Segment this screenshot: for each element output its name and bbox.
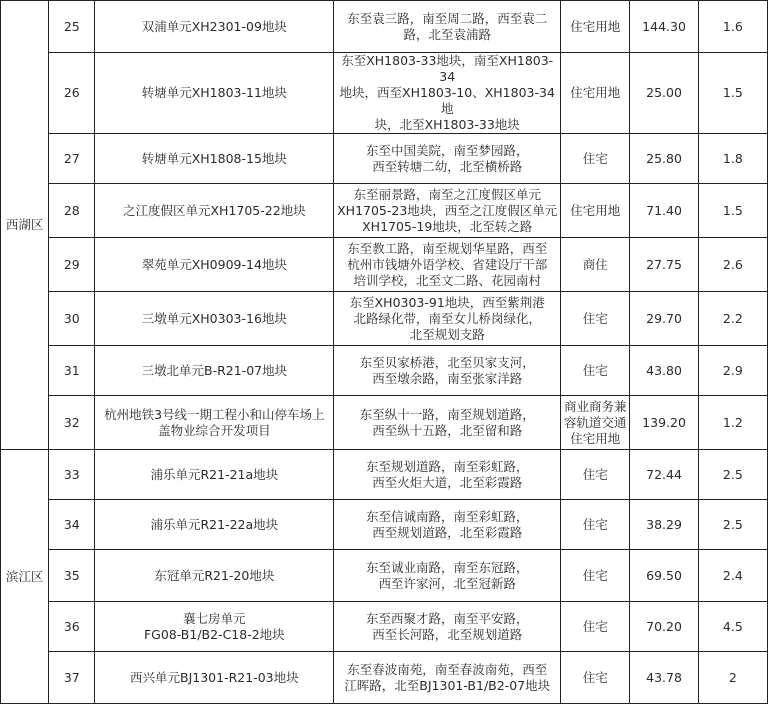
parcel-bounds: 东至贝家桥港，北至贝家支河， 西至墩余路，南至张家洋路 bbox=[334, 346, 561, 396]
far-value: 1.5 bbox=[698, 53, 767, 134]
land-use: 住宅 bbox=[561, 602, 630, 652]
row-number: 28 bbox=[49, 184, 95, 238]
land-use: 住宅 bbox=[561, 134, 630, 184]
land-use: 住宅 bbox=[561, 652, 630, 704]
parcel-bounds: 东至信诚南路，南至彩虹路， 西至规划道路，北至彩霞路 bbox=[334, 500, 561, 550]
far-value: 2.5 bbox=[698, 500, 767, 550]
area-value: 72.44 bbox=[630, 450, 698, 500]
table-row bbox=[1, 652, 768, 704]
parcel-bounds: 东至春波南苑，南至春波南苑，西至 江晖路，北至BJ1301-B1/B2-07地块 bbox=[334, 652, 561, 704]
area-value: 25.00 bbox=[630, 53, 698, 134]
row-number: 26 bbox=[49, 53, 95, 134]
parcel-name: 东冠单元R21-20地块 bbox=[95, 550, 334, 602]
table-row bbox=[1, 1, 768, 53]
table-row bbox=[1, 450, 768, 500]
table-row bbox=[1, 134, 768, 184]
row-number: 36 bbox=[49, 602, 95, 652]
parcel-name: 之江度假区单元XH1705-22地块 bbox=[95, 184, 334, 238]
row-number: 31 bbox=[49, 346, 95, 396]
far-value: 4.5 bbox=[698, 602, 767, 652]
row-number: 29 bbox=[49, 238, 95, 292]
parcel-bounds: 东至规划道路，南至彩虹路， 西至火炬大道，北至彩霞路 bbox=[334, 450, 561, 500]
parcel-bounds: 东至袁三路，南至周二路，西至袁二 路，北至袁浦路 bbox=[334, 1, 561, 53]
parcel-name: 浦乐单元R21-21a地块 bbox=[95, 450, 334, 500]
table-row bbox=[1, 396, 768, 450]
far-value: 1.5 bbox=[698, 184, 767, 238]
land-use: 商住 bbox=[561, 238, 630, 292]
land-use: 住宅用地 bbox=[561, 1, 630, 53]
table-row bbox=[1, 292, 768, 346]
far-value: 1.2 bbox=[698, 396, 767, 450]
land-use: 商业商务兼 容轨道交通 住宅用地 bbox=[561, 396, 630, 450]
parcel-bounds: 东至西聚才路，南至平安路， 西至长河路，北至规划道路 bbox=[334, 602, 561, 652]
area-value: 29.70 bbox=[630, 292, 698, 346]
area-value: 71.40 bbox=[630, 184, 698, 238]
parcel-name: 三墩单元XH0303-16地块 bbox=[95, 292, 334, 346]
row-number: 32 bbox=[49, 396, 95, 450]
land-use: 住宅 bbox=[561, 292, 630, 346]
parcel-name: 西兴单元BJ1301-R21-03地块 bbox=[95, 652, 334, 704]
parcel-bounds: 东至纵十一路，南至规划道路， 西至纵十五路，北至留和路 bbox=[334, 396, 561, 450]
area-value: 144.30 bbox=[630, 1, 698, 53]
row-number: 35 bbox=[49, 550, 95, 602]
table-row bbox=[1, 602, 768, 652]
parcel-name: 双浦单元XH2301-09地块 bbox=[95, 1, 334, 53]
table-body bbox=[1, 1, 768, 704]
table-row bbox=[1, 238, 768, 292]
far-value: 2.9 bbox=[698, 346, 767, 396]
parcel-bounds: 东至教工路，南至规划华星路，西至 杭州市钱塘外语学校、省建设厅干部 培训学校，北至文二路、花园南村 bbox=[334, 238, 561, 292]
table-row bbox=[1, 550, 768, 602]
parcel-bounds: 东至XH1803-33地块，南至XH1803-34 地块，西至XH1803-10、XH1803-34地 块，北至XH1803-33地块 bbox=[334, 53, 561, 134]
row-number: 33 bbox=[49, 450, 95, 500]
table-row bbox=[1, 346, 768, 396]
area-value: 43.80 bbox=[630, 346, 698, 396]
land-use: 住宅用地 bbox=[561, 184, 630, 238]
land-use: 住宅 bbox=[561, 550, 630, 602]
area-value: 38.29 bbox=[630, 500, 698, 550]
parcel-name: 杭州地铁3号线一期工程小和山停车场上 盖物业综合开发项目 bbox=[95, 396, 334, 450]
table-row bbox=[1, 184, 768, 238]
far-value: 1.8 bbox=[698, 134, 767, 184]
parcel-bounds: 东至诚业南路，南至东冠路， 西至许家河，北至冠新路 bbox=[334, 550, 561, 602]
parcel-bounds: 东至中国美院，南至梦园路， 西至转塘二幼，北至横桥路 bbox=[334, 134, 561, 184]
table-row bbox=[1, 500, 768, 550]
area-value: 69.50 bbox=[630, 550, 698, 602]
land-use: 住宅 bbox=[561, 450, 630, 500]
area-value: 25.80 bbox=[630, 134, 698, 184]
district-cell: 西湖区 bbox=[1, 1, 49, 450]
row-number: 27 bbox=[49, 134, 95, 184]
area-value: 139.20 bbox=[630, 396, 698, 450]
district-cell: 滨江区 bbox=[1, 450, 49, 704]
row-number: 25 bbox=[49, 1, 95, 53]
area-value: 27.75 bbox=[630, 238, 698, 292]
far-value: 2 bbox=[698, 652, 767, 704]
far-value: 1.6 bbox=[698, 1, 767, 53]
land-use: 住宅 bbox=[561, 500, 630, 550]
table-row bbox=[1, 53, 768, 134]
far-value: 2.4 bbox=[698, 550, 767, 602]
parcel-name: 转塘单元XH1803-11地块 bbox=[95, 53, 334, 134]
far-value: 2.5 bbox=[698, 450, 767, 500]
parcel-name: 翠苑单元XH0909-14地块 bbox=[95, 238, 334, 292]
parcel-name: 转塘单元XH1808-15地块 bbox=[95, 134, 334, 184]
row-number: 30 bbox=[49, 292, 95, 346]
far-value: 2.2 bbox=[698, 292, 767, 346]
row-number: 37 bbox=[49, 652, 95, 704]
parcel-bounds: 东至丽景路，南至之江度假区单元 XH1705-23地块，西至之江度假区单元 XH1705-19地块，北至转之路 bbox=[334, 184, 561, 238]
land-use: 住宅用地 bbox=[561, 53, 630, 134]
area-value: 43.78 bbox=[630, 652, 698, 704]
area-value: 70.20 bbox=[630, 602, 698, 652]
parcel-bounds: 东至XH0303-91地块，西至紫荆港 北路绿化带，南至女儿桥岗绿化， 北至规划支路 bbox=[334, 292, 561, 346]
land-use: 住宅 bbox=[561, 346, 630, 396]
parcel-name: 襄七房单元 FG08-B1/B2-C18-2地块 bbox=[95, 602, 334, 652]
parcel-name: 浦乐单元R21-22a地块 bbox=[95, 500, 334, 550]
row-number: 34 bbox=[49, 500, 95, 550]
parcel-name: 三墩北单元B-R21-07地块 bbox=[95, 346, 334, 396]
far-value: 2.6 bbox=[698, 238, 767, 292]
